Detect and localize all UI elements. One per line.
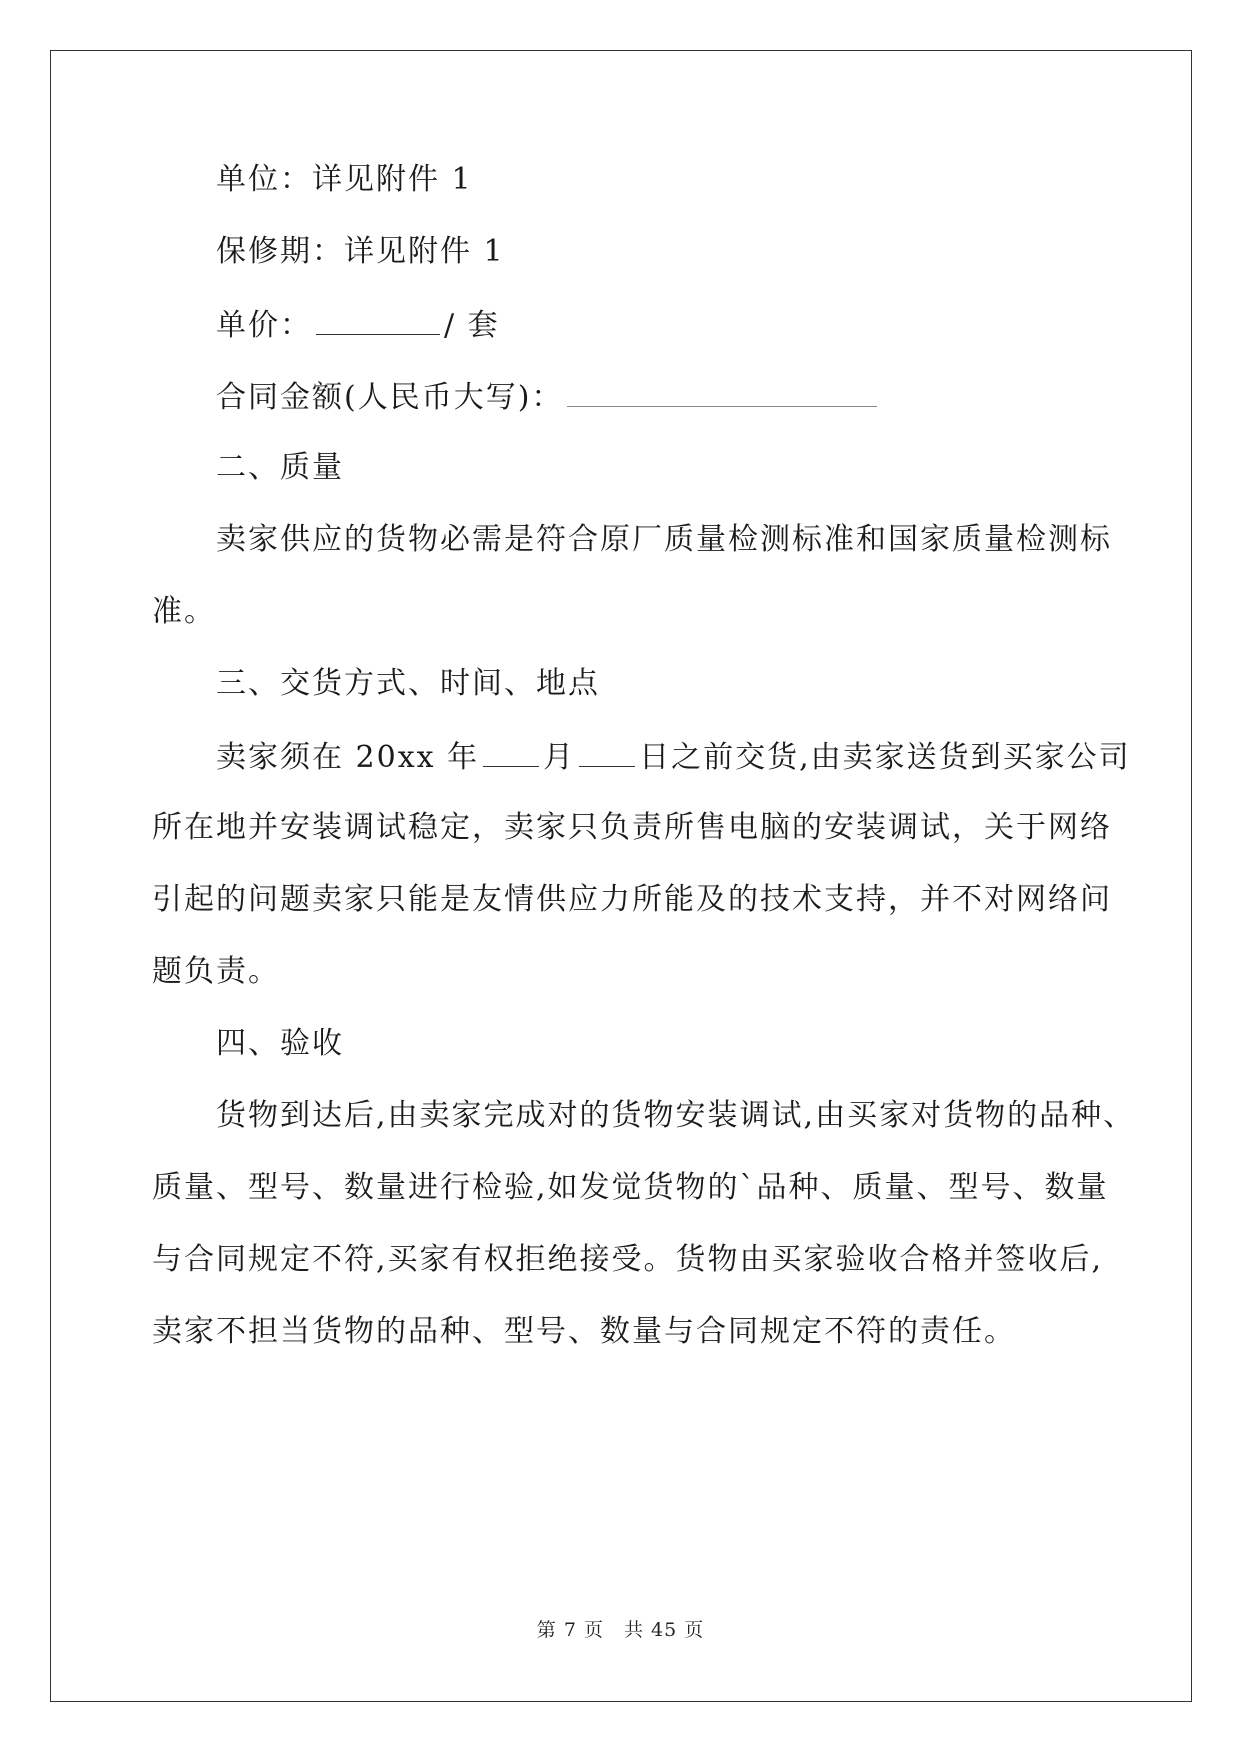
unit-price-suffix: / 套	[444, 308, 500, 343]
contract-amount-line	[216, 376, 881, 418]
section-4-title: 四、验收	[216, 1026, 344, 1061]
unit-line: 单位：详见附件 1	[216, 162, 473, 197]
delivery-month-blank	[483, 736, 539, 767]
section-4-paragraph-line-3: 与合同规定不符,买家有权拒绝接受。货物由买家验收合格并签收后,	[152, 1242, 1104, 1277]
section-4-paragraph-line-4: 卖家不担当货物的品种、型号、数量与合同规定不符的责任。	[152, 1314, 1016, 1349]
unit-price-line	[216, 304, 500, 346]
unit-price-blank	[316, 304, 440, 335]
section-2-paragraph-line-2: 准。	[152, 594, 216, 629]
contract-amount-label: 合同金额(人民币大写)：	[216, 380, 564, 415]
section-3-paragraph-line-1	[216, 736, 1131, 778]
page-border	[50, 50, 1192, 1702]
delivery-text-b: 月	[543, 740, 576, 775]
section-2-paragraph-line-1: 卖家供应的货物必需是符合原厂质量检测标准和国家质量检测标	[216, 522, 1112, 557]
delivery-text-a: 卖家须在 20xx 年	[216, 740, 480, 775]
section-2-title: 二、质量	[216, 450, 344, 485]
warranty-line: 保修期：详见附件 1	[216, 234, 505, 269]
section-4-paragraph-line-2: 质量、型号、数量进行检验,如发觉货物的`品种、质量、型号、数量	[152, 1170, 1109, 1205]
page-number-footer: 第 7 页 共 45 页	[536, 1619, 705, 1641]
section-3-title: 三、交货方式、时间、地点	[216, 666, 600, 701]
section-4-paragraph-line-1: 货物到达后,由卖家完成对的货物安装调试,由买家对货物的品种、	[216, 1098, 1136, 1133]
section-3-paragraph-line-2: 所在地并安装调试稳定，卖家只负责所售电脑的安装调试，关于网络	[152, 810, 1112, 845]
unit-price-label: 单价：	[216, 308, 312, 343]
delivery-day-blank	[579, 736, 635, 767]
section-3-paragraph-line-4: 题负责。	[152, 954, 280, 989]
delivery-text-c: 日之前交货,由卖家送货到买家公司	[639, 740, 1131, 775]
section-3-paragraph-line-3: 引起的问题卖家只能是友情供应力所能及的技术支持，并不对网络问	[152, 882, 1112, 917]
contract-amount-blank	[567, 376, 877, 407]
